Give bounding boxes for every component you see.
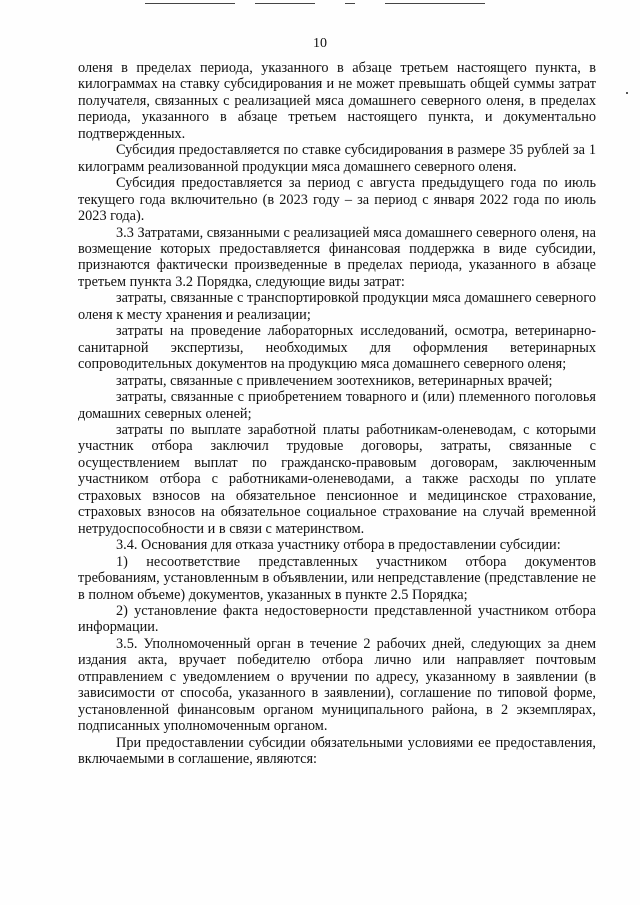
scan-mark xyxy=(145,3,235,4)
list-item: затраты, связанные с транспортировкой продукции мяса домашнего северного оленя к месту хранения и реализации; xyxy=(78,290,596,323)
list-item: затраты, связанные с приобретением товарного и (или) племенного поголовья домашних северных оленей; xyxy=(78,389,596,422)
list-item: 2) установление факта недостоверности представленной участником отбора информации. xyxy=(78,602,596,636)
page-number: 10 xyxy=(313,36,327,51)
paragraph: 3.5. Уполномоченный орган в течение 2 рабочих дней, следующих за днем издания акта, вручает победителю отбора лично или направляет почтовым отправлением с уведомлением о вручении по адресу, указанному в заявлении (в зависимости от способа, указанного в заявлении), соглашение по типовой форме, установленной финансовым органом муниципального района, в 2 экземплярах, подписанных уполномоченным органом. xyxy=(78,635,596,735)
paragraph: 3.4. Основания для отказа участнику отбора в предоставлении субсидии: xyxy=(116,537,561,554)
list-item: 1) несоответствие представленных участником отбора документов требованиям, установленным в объявлении, или непредставление (представление не в полном объеме) документов, указанных в пункте 2.5 Порядка; xyxy=(78,553,596,603)
scan-mark xyxy=(345,3,355,4)
list-item: затраты по выплате заработной платы работникам-оленеводам, с которыми участник отбора заключил трудовые договоры, затраты, связанные с осуществлением выплат по гражданско-правовым договорам, заключенным участником отбора с работниками-оленеводами, а также расходы по уплате страховых взносов на обязательное пенсионное и медицинское страхование, страховых взносов на обязательное социальное страхование на случай временной нетрудоспособности и в связи с материнством. xyxy=(78,421,596,537)
list-item: затраты на проведение лабораторных исследований, осмотра, ветеринарно-санитарной экспертизы, необходимых для оформления ветеринарных сопроводительных документов на продукцию мяса домашнего северного оленя; xyxy=(78,323,596,373)
paragraph: Субсидия предоставляется по ставке субсидирования в размере 35 рублей за 1 килограмм реализованной продукции мяса домашнего северного оленя. xyxy=(78,142,596,175)
scan-mark xyxy=(385,3,485,4)
paragraph: 3.3 Затратами, связанными с реализацией мяса домашнего северного оленя, на возмещение которых предоставляется финансовая поддержка в виде субсидии, признаются фактически произведенные в пределах периода, указанного в абзаце третьем пункта 3.2 Порядка, следующие виды затрат: xyxy=(78,224,596,290)
scan-mark xyxy=(255,3,315,4)
document-body xyxy=(78,60,596,767)
paragraph: При предоставлении субсидии обязательными условиями ее предоставления, включаемыми в соглашение, являются: xyxy=(78,734,596,768)
scan-speck xyxy=(626,92,628,94)
list-item: затраты, связанные с привлечением зоотехников, ветеринарных врачей; xyxy=(116,372,553,389)
paragraph: Субсидия предоставляется за период с августа предыдущего года по июль текущего года включительно (в 2023 году – за период с января 2022 года по июль 2023 года). xyxy=(78,175,596,225)
paragraph: оленя в пределах периода, указанного в абзаце третьем настоящего пункта, в килограммах на ставку субсидирования и не может превышать общей суммы затрат получателя, связанных с реализацией мяса домашнего северного оленя, в пределах периода, указанного в абзаце третьем настоящего пункта, и документально подтвержденных. xyxy=(78,60,596,142)
scan-edge-marks xyxy=(0,0,640,8)
